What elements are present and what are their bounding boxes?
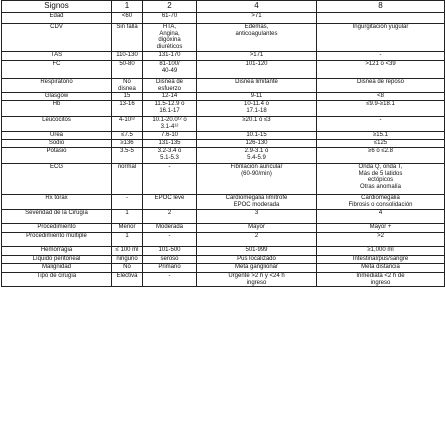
table-cell (317, 164, 445, 195)
table-cell (143, 247, 197, 256)
cell-text: ≥1,000 ml (367, 247, 394, 254)
table-cell (143, 195, 197, 210)
cell-text: ≤9.9-≥18.1 (366, 101, 395, 108)
cell-text: - (379, 52, 382, 58)
row-label: Edad (2, 13, 112, 24)
table-cell (197, 117, 317, 132)
cell-text: Disnea de reposo (356, 79, 405, 85)
cell-text: 1 (125, 233, 129, 240)
cell-text: 13-16 (119, 101, 135, 108)
table-row (2, 117, 445, 132)
cell-text: 61-70 (161, 13, 178, 19)
cell-text: 110-130 (116, 52, 138, 58)
table-cell (197, 132, 317, 140)
cell-text: Mayor + (369, 224, 392, 231)
table-cell (143, 264, 197, 273)
cell-text: 12-14 (161, 93, 178, 100)
table-cell (112, 13, 143, 24)
table-row (2, 247, 445, 256)
row-label: Hb (2, 101, 112, 117)
table-cell (112, 93, 143, 101)
table-cell (143, 117, 197, 132)
header-signos: Signos (2, 1, 112, 13)
cell-text: 9-11 (250, 93, 263, 100)
table-cell (112, 140, 143, 148)
table-cell (197, 93, 317, 101)
table-cell (197, 256, 317, 264)
table-cell (112, 132, 143, 140)
row-label: Severidad de la Cirugía (2, 210, 112, 224)
table-row (2, 195, 445, 210)
table-cell (197, 195, 317, 210)
cell-text: 10-11.4 o (244, 101, 269, 108)
cell-text: >171 (249, 52, 264, 58)
table-cell (143, 13, 197, 24)
cell-text: 2 (167, 210, 172, 217)
row-label: Malignidad (2, 264, 112, 273)
row-label: Rx tórax (2, 195, 112, 210)
cell-text: 126-130 (245, 140, 268, 147)
cell-text: Disnea limitante (235, 79, 278, 85)
cell-text: 2.9-3.1 o (244, 148, 269, 155)
table-cell (197, 24, 317, 52)
cell-text: - (168, 273, 171, 280)
cell-text: Pus localizado (237, 256, 276, 263)
table-row (2, 164, 445, 195)
row-label: TAS (2, 52, 112, 61)
cell-text: disnea (118, 85, 136, 92)
cell-text: esfuerzo (157, 85, 181, 92)
table-cell (143, 79, 197, 93)
table-row (2, 140, 445, 148)
cell-text: 5.1-5.3 (160, 154, 179, 161)
cell-text: Cardiomegalia (361, 195, 400, 202)
table-cell (112, 210, 143, 224)
cell-text: 131-135 (158, 140, 181, 147)
table-cell (112, 164, 143, 195)
cell-text: 3.2-3.4 o (157, 148, 182, 155)
table-cell (143, 61, 197, 79)
table-cell (112, 148, 143, 164)
table-cell (112, 233, 143, 247)
table-row (2, 24, 445, 52)
cell-text: Onda Q, onda T, (358, 164, 403, 171)
row-label: Glasgow (2, 93, 112, 101)
row-label: FC (2, 61, 112, 79)
table-row (2, 93, 445, 101)
cell-text: Meta distancia (361, 264, 400, 271)
row-label: Procedimiento múltiple (2, 233, 112, 247)
row-label: Respiratorio (2, 79, 112, 93)
table-cell (143, 233, 197, 247)
cell-text: 3.1-4¹² (160, 123, 179, 130)
table-cell (317, 140, 445, 148)
row-label: Leucocitos (2, 117, 112, 132)
cell-text: ingreso (370, 279, 391, 286)
table-cell (112, 101, 143, 117)
table-cell (143, 132, 197, 140)
table-cell (197, 148, 317, 164)
cell-text: 131-170 (158, 52, 181, 58)
row-label: Líquido peritoneal (2, 256, 112, 264)
table-cell (112, 264, 143, 273)
table-cell (112, 117, 143, 132)
table-cell (197, 61, 317, 79)
cell-text: Intestinal/pus/sangre (352, 256, 409, 263)
cell-text: 501-999 (245, 247, 268, 254)
table-cell (317, 101, 445, 117)
cell-text: - (379, 117, 382, 124)
cell-text: 40-49 (161, 67, 178, 74)
table-cell (317, 93, 445, 101)
table-row (2, 52, 445, 61)
table-cell (143, 93, 197, 101)
table-row (2, 256, 445, 264)
table-cell (197, 273, 317, 287)
cell-text: 2 (254, 233, 259, 240)
cell-text: anticoagulantes (235, 30, 278, 37)
cell-text: Fibrilación auricular (230, 164, 283, 171)
cell-text: Otras anomalía (359, 183, 402, 190)
table-cell (112, 224, 143, 233)
table-row (2, 210, 445, 224)
table-row (2, 13, 445, 24)
table-cell (143, 148, 197, 164)
header-row (2, 1, 445, 13)
table-body (2, 13, 445, 287)
row-label: Sodio (2, 140, 112, 148)
cell-text: 17.1-18 (246, 107, 267, 114)
cell-text: Inmediata <2 h de (356, 273, 405, 280)
table-cell (197, 264, 317, 273)
table-row (2, 132, 445, 140)
cell-text: 11.5-12.9 o (154, 101, 185, 108)
cell-text: 10.1-20.0¹² o (152, 117, 187, 124)
cell-text: ninguno (116, 256, 138, 263)
table-cell (317, 148, 445, 164)
cell-text: Mayor (248, 224, 265, 231)
cell-text: (60-90/min) (241, 170, 272, 177)
cell-text: ≥6 o ≤2.8 (368, 148, 393, 155)
cell-text: Ingurgitación yugular (352, 24, 409, 30)
cell-text: 4-10¹² (118, 117, 135, 124)
table-cell (317, 79, 445, 93)
table-cell (197, 233, 317, 247)
table-cell (143, 210, 197, 224)
table-cell (143, 140, 197, 148)
table-cell (143, 52, 197, 61)
cell-text: Disnea de (155, 79, 184, 85)
cell-text: ≤ 100 ml (115, 247, 139, 254)
header-score-8: 8 (317, 1, 445, 13)
cell-text: digoxina (158, 37, 181, 44)
cell-text: 101-120 (245, 61, 268, 67)
cell-text: normal (117, 164, 137, 171)
table-cell (112, 61, 143, 79)
header-score-1: 1 (112, 1, 143, 13)
table-row (2, 273, 445, 287)
table-cell (143, 164, 197, 195)
row-label: CDV (2, 24, 112, 52)
table-cell (112, 195, 143, 210)
cell-text: EPOC moderada (233, 201, 280, 208)
table-cell (143, 273, 197, 287)
table-cell (143, 224, 197, 233)
cell-text: Menor (118, 224, 136, 231)
row-label: Procedimiento (2, 224, 112, 233)
cell-text: EPOC leve (154, 195, 185, 202)
cell-text: Meta ganglionar (234, 264, 279, 271)
table-cell (317, 132, 445, 140)
cell-text: >121 o <39 (365, 61, 396, 67)
table-row (2, 79, 445, 93)
cell-text: ≥136 (120, 140, 134, 147)
cell-text: >2 (377, 233, 384, 240)
table-cell (317, 273, 445, 287)
cell-text: ≥15.1 (373, 132, 388, 139)
cell-text: 50-80 (119, 61, 135, 67)
cell-text: ≤7.5 (121, 132, 133, 139)
cell-text: ≤125 (373, 140, 388, 147)
table-cell (112, 79, 143, 93)
table-cell (197, 224, 317, 233)
cell-text: Angina, (159, 30, 180, 37)
table-cell (317, 24, 445, 52)
table-cell (317, 256, 445, 264)
table-cell (112, 247, 143, 256)
row-label: Hemorragia (2, 247, 112, 256)
table-cell (143, 24, 197, 52)
cell-text: 7.6-10 (160, 132, 178, 139)
table-cell (197, 52, 317, 61)
cell-text: - (168, 233, 171, 240)
table-row (2, 61, 445, 79)
cell-text: Primario (158, 264, 181, 271)
table-row (2, 233, 445, 247)
cell-text: Edemas, (244, 24, 269, 30)
cell-text: Cardiomegalia limítrofe (225, 195, 288, 202)
cell-text: 4 (378, 210, 383, 217)
cell-text: 81-100/ (159, 61, 180, 67)
cell-text: ectópicos (367, 177, 394, 184)
table-cell (317, 247, 445, 256)
table-cell (317, 210, 445, 224)
table-cell (143, 256, 197, 264)
cell-text: ≥20.1 o ≤3 (242, 117, 271, 124)
row-label: Potasio (2, 148, 112, 164)
table-cell (197, 140, 317, 148)
cell-text: No (123, 264, 131, 271)
table-cell (197, 13, 317, 24)
table-cell (112, 52, 143, 61)
table-row (2, 101, 445, 117)
table-row (2, 264, 445, 273)
scoring-table (1, 0, 445, 287)
table-cell (197, 164, 317, 195)
cell-text: - (168, 164, 171, 171)
table-cell (112, 24, 143, 52)
cell-text: 3.5-5 (120, 148, 134, 155)
table-cell (112, 256, 143, 264)
table-cell (317, 52, 445, 61)
row-label: ECG (2, 164, 112, 195)
table-cell (317, 264, 445, 273)
cell-text: HTA, (162, 24, 177, 30)
header-score-4: 4 (197, 1, 317, 13)
table-cell (197, 79, 317, 93)
table-cell (317, 224, 445, 233)
cell-text: <60 (121, 13, 133, 19)
cell-text: No (123, 79, 131, 85)
table-row (2, 224, 445, 233)
cell-text: Electiva (116, 273, 138, 280)
cell-text: Más de 5 latidos (358, 170, 403, 177)
cell-text: ingreso (246, 279, 267, 286)
cell-text: 16.1-17 (159, 107, 180, 114)
cell-text: Urgente >2 h y <24 h (228, 273, 285, 280)
row-label: Urea (2, 132, 112, 140)
cell-text: 10.1-15 (246, 132, 267, 139)
table-cell (317, 233, 445, 247)
table-cell (143, 101, 197, 117)
cell-text: Sin falla (116, 24, 138, 30)
header-score-2: 2 (143, 1, 197, 13)
cell-text: 3 (254, 210, 259, 217)
table-cell (317, 61, 445, 79)
row-label: Tipo de cirugía (2, 273, 112, 287)
table-row (2, 148, 445, 164)
table-cell (197, 247, 317, 256)
table-cell (197, 210, 317, 224)
table-cell (317, 13, 445, 24)
table-cell (317, 195, 445, 210)
cell-text: 15 (123, 93, 131, 100)
table-cell (317, 117, 445, 132)
cell-text: Moderada (155, 224, 184, 231)
table-cell (197, 101, 317, 117)
cell-text: seroso (160, 256, 179, 263)
cell-text: 5.4-5.9 (247, 154, 266, 161)
cell-text: >71 (251, 13, 262, 19)
cell-text: <8 (377, 93, 384, 100)
cell-text: Fibrosis o consolidación (348, 201, 413, 208)
cell-text: diuréticos (156, 43, 183, 50)
cell-text: 1 (125, 210, 129, 217)
cell-text: 101-500 (158, 247, 181, 254)
table-cell (112, 273, 143, 287)
cell-text: - (126, 195, 128, 202)
